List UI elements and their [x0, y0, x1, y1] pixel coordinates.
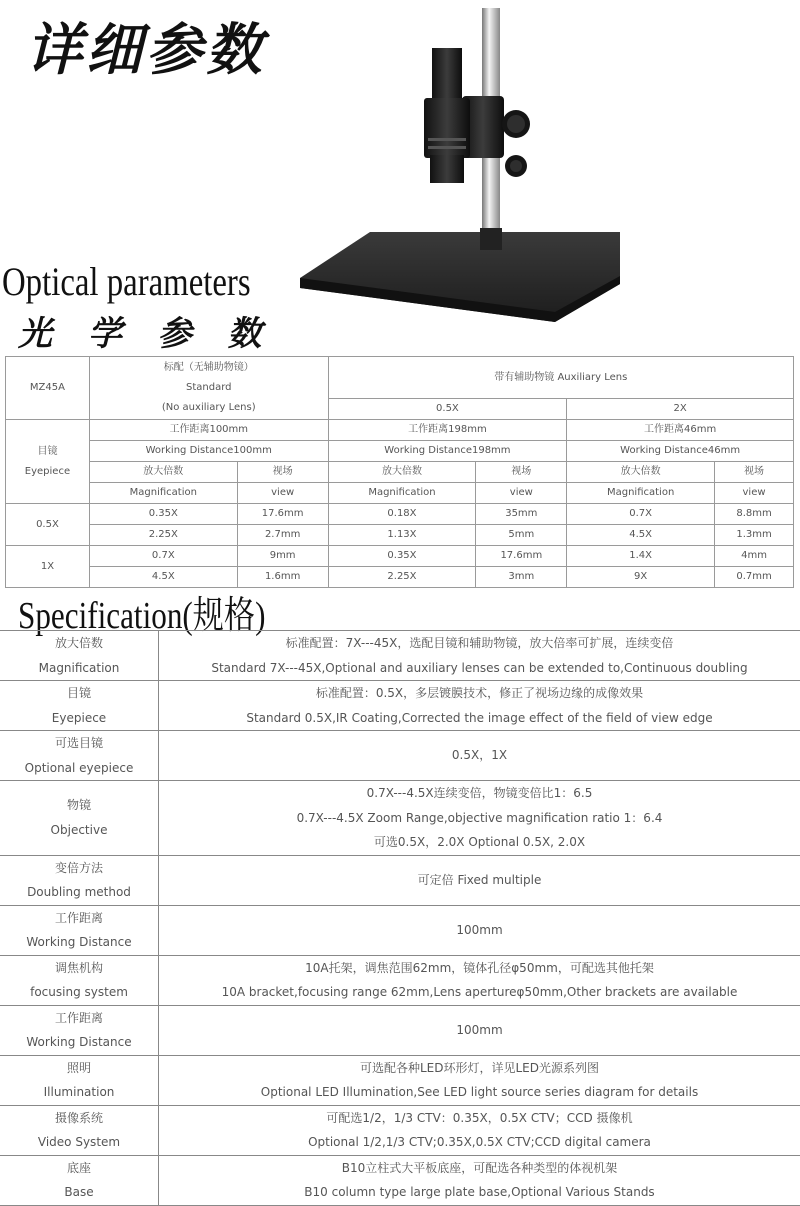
- spec-value: 可配选1/2，1/3 CTV：0.35X，0.5X CTV；CCD 摄像机 Optional 1/2,1/3 CTV;0.35X,0.5X CTV;CCD digital camera: [159, 1105, 800, 1155]
- spec-label: 底座 Base: [0, 1155, 159, 1205]
- table-row: [6, 357, 794, 378]
- spec-label: 工作距离 Working Distance: [0, 1005, 159, 1055]
- table-row: [0, 731, 800, 781]
- view-header: 视场: [237, 462, 328, 483]
- table-row: Working Distance100mm Working Distance198mm Working Distance46mm: [6, 441, 794, 462]
- eyepiece-header: 目镜 Eyepiece: [6, 420, 90, 504]
- table-row: [0, 955, 800, 1005]
- mag-header: 放大倍数: [89, 462, 237, 483]
- table-row: [6, 420, 794, 441]
- table-row: [0, 1005, 800, 1055]
- optical-title-en: Optical parameters: [2, 258, 251, 305]
- table-row: 1X 0.7X 9mm 0.35X 17.6mm 1.4X 4mm: [6, 546, 794, 567]
- table-row: [0, 781, 800, 856]
- spec-value: 可选配各种LED环形灯，详见LED光源系列图 Optional LED Illumination,See LED light source series diagram for details: [159, 1055, 800, 1105]
- specification-title: Specification(规格): [18, 584, 265, 639]
- spec-value: 标准配置：7X---45X，选配目镜和辅助物镜，放大倍率可扩展，连续变倍 Standard 7X---45X,Optional and auxiliary lenses can be extended to,Continuous doubling: [159, 631, 800, 681]
- spec-label: 目镜 Eyepiece: [0, 681, 159, 731]
- optical-parameters-table: [5, 356, 794, 588]
- spec-value: 0.7X---4.5X连续变倍，物镜变倍比1：6.5 0.7X---4.5X Zoom Range,objective magnification ratio 1：6.4 可选0.5X，2.0X Optional 0.5X, 2.0X: [159, 781, 800, 856]
- spec-value: 标准配置：0.5X，多层镀膜技术，修正了视场边缘的成像效果 Standard 0.5X,IR Coating,Corrected the image effect of the field of view edge: [159, 681, 800, 731]
- table-row: 4.5X 1.6mm 2.25X 3mm 9X 0.7mm: [6, 567, 794, 588]
- wd-2: 工作距离46mm: [567, 420, 794, 441]
- spec-label: 可选目镜 Optional eyepiece: [0, 731, 159, 781]
- spec-value: 100mm: [159, 905, 800, 955]
- wd-standard: 工作距离100mm: [89, 420, 328, 441]
- eyepiece-05x-label: 0.5X: [6, 504, 90, 546]
- table-row: Magnification view Magnification view Magnification view: [6, 483, 794, 504]
- spec-value: 可定倍 Fixed multiple: [159, 855, 800, 905]
- standard-header: 标配（无辅助物镜） Standard (No auxiliary Lens): [89, 357, 328, 420]
- spec-value: 0.5X，1X: [159, 731, 800, 781]
- table-row: [0, 855, 800, 905]
- microscope-stand-image: [290, 0, 630, 335]
- spec-label: 物镜 Objective: [0, 781, 159, 856]
- spec-label: 变倍方法 Doubling method: [0, 855, 159, 905]
- aux-05-header: 0.5X: [328, 399, 567, 420]
- table-row: [0, 1155, 800, 1205]
- wd-05: 工作距离198mm: [328, 420, 567, 441]
- specification-table: [0, 630, 800, 1206]
- table-row: [0, 1105, 800, 1155]
- table-row: [0, 631, 800, 681]
- table-row: [0, 681, 800, 731]
- spec-label: 工作距离 Working Distance: [0, 905, 159, 955]
- spec-label: 放大倍数 Magnification: [0, 631, 159, 681]
- table-row: [0, 1055, 800, 1105]
- eyepiece-1x-label: 1X: [6, 546, 90, 588]
- spec-value: B10立柱式大平板底座，可配选各种类型的体视机架 B10 column type large plate base,Optional Various Stands: [159, 1155, 800, 1205]
- spec-value: 10A托架，调焦范围62mm，镜体孔径φ50mm，可配选其他托架 10A bracket,focusing range 62mm,Lens apertureφ50mm,Other brackets are available: [159, 955, 800, 1005]
- table-row: 0.5X 0.35X 17.6mm 0.18X 35mm 0.7X 8.8mm: [6, 504, 794, 525]
- spec-label: 照明 Illumination: [0, 1055, 159, 1105]
- optical-title-cn: 光 学 参 数: [18, 306, 274, 355]
- page-title: 详细参数: [26, 6, 266, 86]
- aux-header: 带有辅助物镜 Auxiliary Lens: [328, 357, 793, 399]
- spec-label: 摄像系统 Video System: [0, 1105, 159, 1155]
- table-row: 2.25X 2.7mm 1.13X 5mm 4.5X 1.3mm: [6, 525, 794, 546]
- spec-label: 调焦机构 focusing system: [0, 955, 159, 1005]
- aux-2-header: 2X: [567, 399, 794, 420]
- table-row: 放大倍数 视场 放大倍数 视场 放大倍数 视场: [6, 462, 794, 483]
- model-cell: MZ45A: [6, 357, 90, 420]
- table-row: [0, 905, 800, 955]
- spec-value: 100mm: [159, 1005, 800, 1055]
